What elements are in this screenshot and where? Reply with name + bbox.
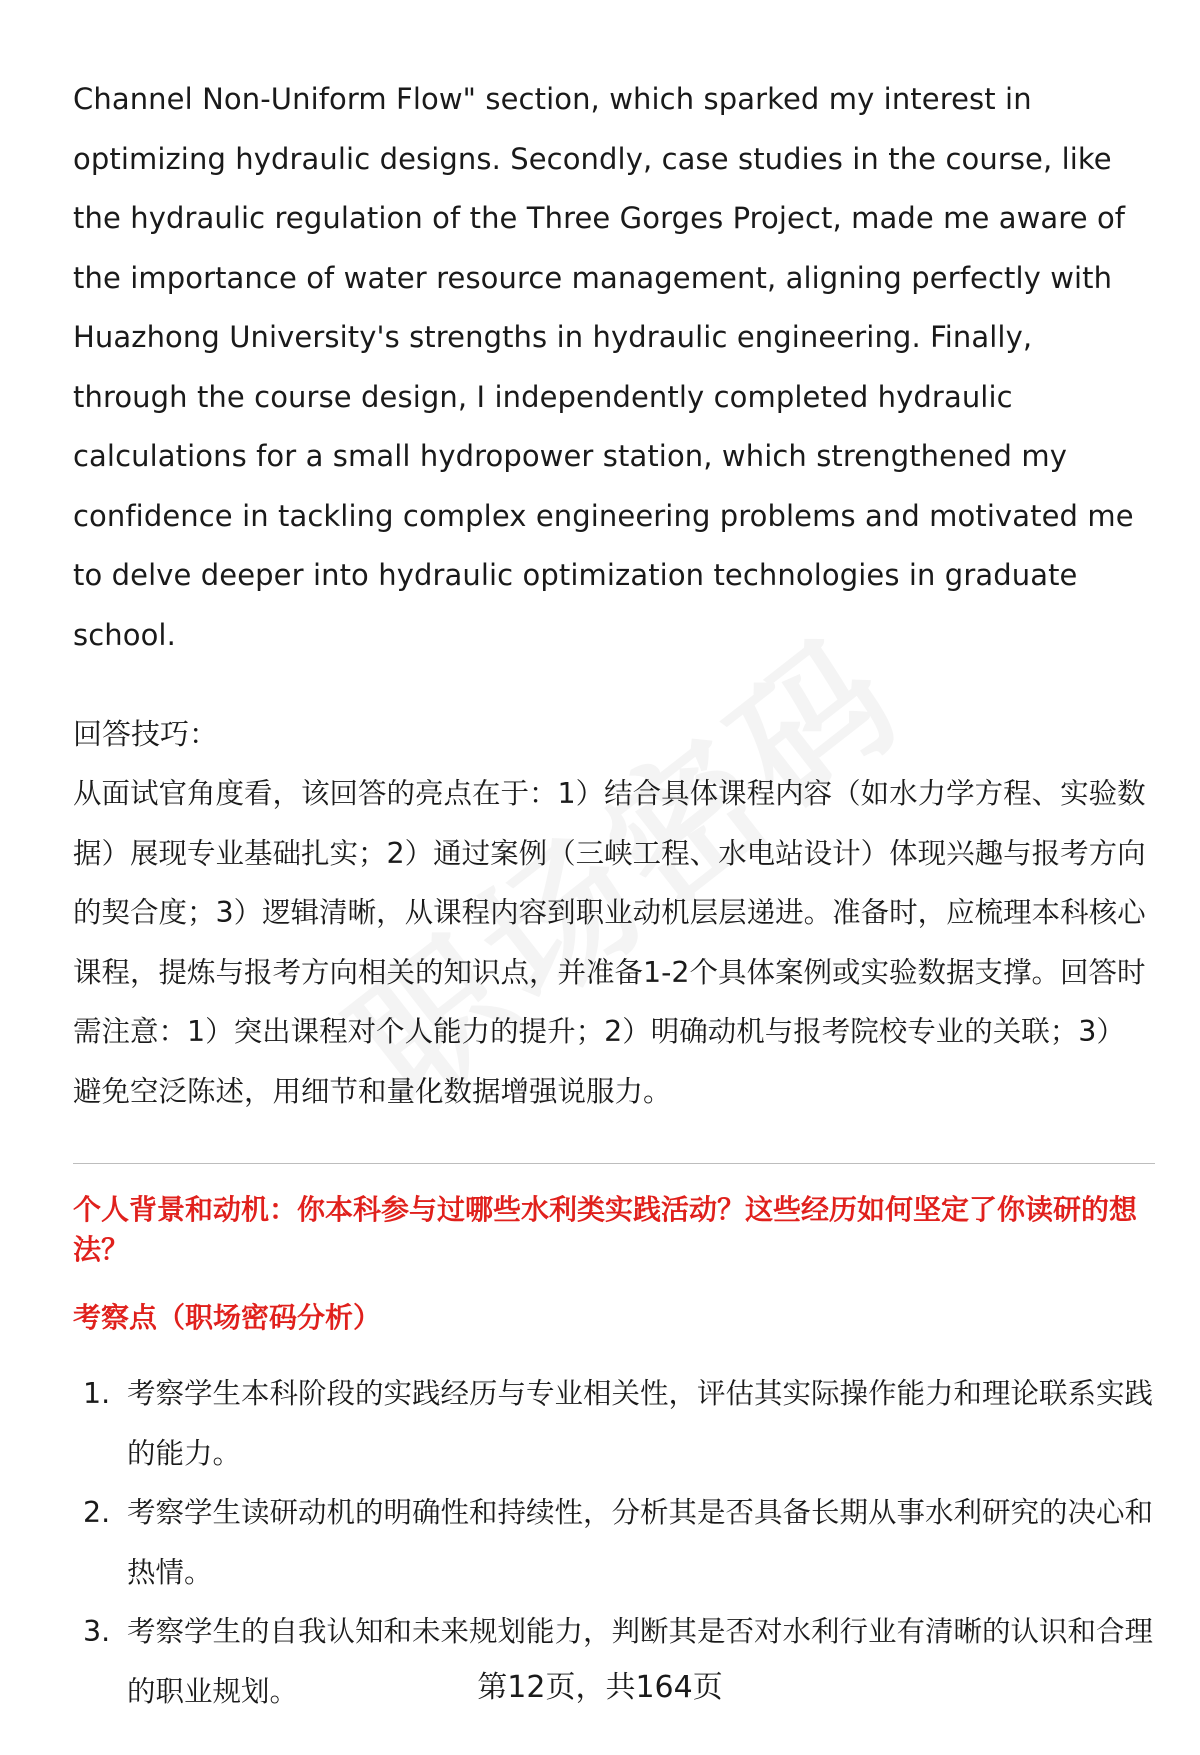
question-heading: 个人背景和动机：你本科参与过哪些水利类实践活动？这些经历如何坚定了你读研的想法？ [73, 1193, 1138, 1266]
section-title: 考察点（职场密码分析） [73, 1301, 382, 1334]
page-content [73, 70, 1153, 1721]
list-item-text: 考察学生本科阶段的实践经历与专业相关性，评估其实际操作能力和理论联系实践的能力。 [127, 1377, 1154, 1470]
answer-paragraph: Channel Non-Uniform Flow" section, which sparked my interest in optimizing hydraulic designs. Secondly, case studies in the course, like the hydraulic regulation of the Three Gorges Project, made me aware of the importance of water resource management, aligning perfectly with Huazhong University's strengths in hydraulic engineering. Finally, through the course design, I independently completed hydraulic calculations for a small hydropower station, which strengthened my confidence in tackling complex engineering problems and motivated me to delve deeper into hydraulic optimization technologies in graduate school. [73, 82, 1134, 652]
page-number-footer: 第12页，共164页 [477, 1670, 723, 1705]
list-item-text: 考察学生读研动机的明确性和持续性，分析其是否具备长期从事水利研究的决心和热情。 [127, 1496, 1154, 1589]
tips-paragraph: 从面试官角度看，该回答的亮点在于：1）结合具体课程内容（如水力学方程、实验数据）展现专业基础扎实；2）通过案例（三峡工程、水电站设计）体现兴趣与报考方向的契合度；3）逻辑清晰，从课程内容到职业动机层层递进。准备时，应梳理本科核心课程，提炼与报考方向相关的知识点，并准备1-2个具体案例或实验数据支撑。回答时需注意：1）突出课程对个人能力的提升；2）明确动机与报考院校专业的关联；3）避免空泛陈述，用细节和量化数据增强说服力。 [73, 777, 1146, 1108]
list-item-text: 考察学生的自我认知和未来规划能力，判断其是否对水利行业有清晰的认识和合理的职业规划。 [127, 1615, 1154, 1708]
list-item-number: 3. [83, 1615, 111, 1648]
list-item-number: 2. [83, 1496, 111, 1529]
tips-label: 回答技巧： [73, 717, 219, 751]
section-divider [73, 1163, 1155, 1164]
list-item-number: 1. [83, 1377, 111, 1410]
list-item [73, 1364, 1153, 1483]
list-item [73, 1483, 1153, 1602]
